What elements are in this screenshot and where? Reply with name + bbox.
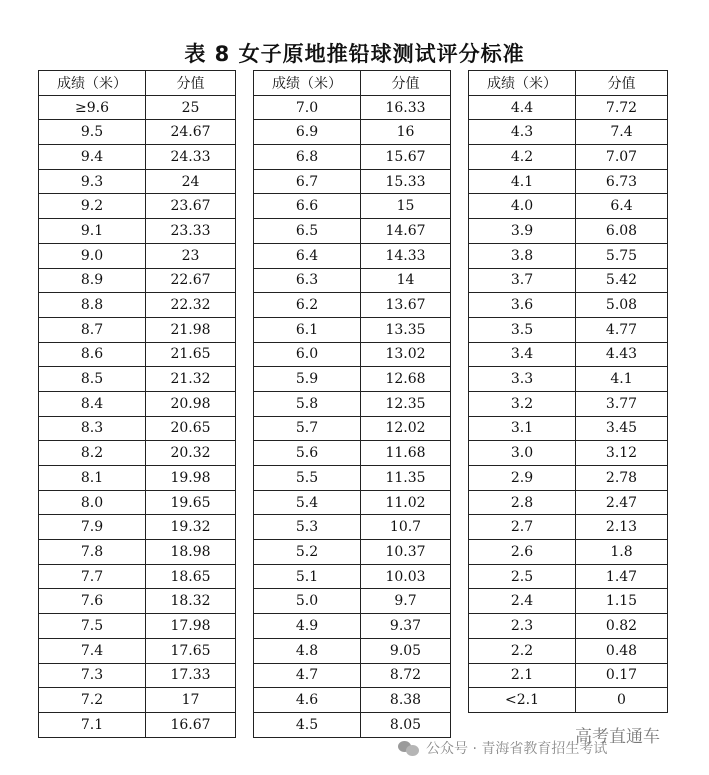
score-cell: 9.4 [39, 145, 146, 170]
points-header: 分值 [576, 71, 668, 96]
score-cell: 8.2 [39, 441, 146, 466]
points-cell: 14 [361, 268, 451, 293]
points-cell: 13.02 [361, 342, 451, 367]
table-row [254, 589, 451, 614]
score-cell: 6.0 [254, 342, 361, 367]
score-cell: 8.7 [39, 317, 146, 342]
score-cell: 7.8 [39, 540, 146, 565]
score-cell: 7.9 [39, 515, 146, 540]
score-cell: 2.3 [469, 614, 576, 639]
table-row [254, 564, 451, 589]
points-cell: 13.67 [361, 293, 451, 318]
table-row [39, 391, 236, 416]
points-cell: 8.05 [361, 712, 451, 737]
points-cell: 3.12 [576, 441, 668, 466]
brand-label: 高考直通车 [575, 727, 660, 747]
table-row [254, 515, 451, 540]
points-cell: 21.98 [146, 317, 236, 342]
table-row [254, 145, 451, 170]
points-cell: 7.72 [576, 95, 668, 120]
score-cell: 4.2 [469, 145, 576, 170]
table-row [39, 194, 236, 219]
score-cell: 8.0 [39, 490, 146, 515]
points-cell: 21.65 [146, 342, 236, 367]
score-cell: 6.2 [254, 293, 361, 318]
score-cell: 8.4 [39, 391, 146, 416]
table-row [254, 293, 451, 318]
table-row [469, 515, 668, 540]
table-row [469, 638, 668, 663]
table-row [469, 416, 668, 441]
table-row [39, 243, 236, 268]
score-cell: 5.0 [254, 589, 361, 614]
score-table-2 [253, 70, 451, 738]
table-row [39, 95, 236, 120]
table-row [469, 120, 668, 145]
table-row [254, 688, 451, 713]
table-row [254, 317, 451, 342]
points-cell: 1.8 [576, 540, 668, 565]
table-row [39, 293, 236, 318]
table-row [469, 243, 668, 268]
points-cell: 20.65 [146, 416, 236, 441]
score-cell: 8.9 [39, 268, 146, 293]
points-cell: 0.17 [576, 663, 668, 688]
points-cell: 2.13 [576, 515, 668, 540]
table-row [469, 564, 668, 589]
table-row [469, 219, 668, 244]
score-cell: 5.9 [254, 367, 361, 392]
points-cell: 23.33 [146, 219, 236, 244]
score-header: 成绩（米） [469, 71, 576, 96]
points-cell: 9.37 [361, 614, 451, 639]
points-cell: 12.68 [361, 367, 451, 392]
score-cell: 5.7 [254, 416, 361, 441]
score-cell: 6.4 [254, 243, 361, 268]
table-row [469, 688, 668, 713]
table-row [39, 120, 236, 145]
points-cell: 1.47 [576, 564, 668, 589]
score-cell: 3.9 [469, 219, 576, 244]
table-row [469, 145, 668, 170]
score-cell: 5.3 [254, 515, 361, 540]
score-cell: 4.7 [254, 663, 361, 688]
table-row [39, 688, 236, 713]
table-row [39, 712, 236, 737]
points-cell: 13.35 [361, 317, 451, 342]
points-cell: 19.98 [146, 466, 236, 491]
table-row [469, 490, 668, 515]
score-cell: 7.5 [39, 614, 146, 639]
score-cell: <2.1 [469, 688, 576, 713]
score-cell: 2.9 [469, 466, 576, 491]
points-cell: 6.08 [576, 219, 668, 244]
points-cell: 2.78 [576, 466, 668, 491]
points-cell: 15 [361, 194, 451, 219]
table-row [254, 169, 451, 194]
points-cell: 16 [361, 120, 451, 145]
table-row [39, 466, 236, 491]
score-cell: 3.4 [469, 342, 576, 367]
points-cell: 23.67 [146, 194, 236, 219]
points-cell: 12.02 [361, 416, 451, 441]
score-cell: 7.7 [39, 564, 146, 589]
points-cell: 10.03 [361, 564, 451, 589]
points-cell: 25 [146, 95, 236, 120]
table-row [469, 194, 668, 219]
points-cell: 8.72 [361, 663, 451, 688]
table-row [39, 564, 236, 589]
table-row [254, 416, 451, 441]
table-row [469, 663, 668, 688]
score-cell: 9.5 [39, 120, 146, 145]
score-cell: 2.2 [469, 638, 576, 663]
score-cell: 6.5 [254, 219, 361, 244]
table-row [39, 219, 236, 244]
table-row [469, 441, 668, 466]
table-row [469, 614, 668, 639]
score-cell: 6.7 [254, 169, 361, 194]
points-cell: 4.43 [576, 342, 668, 367]
points-cell: 9.7 [361, 589, 451, 614]
table-row [39, 268, 236, 293]
table-row [39, 490, 236, 515]
table-row [469, 540, 668, 565]
table-row [469, 169, 668, 194]
table-row [254, 540, 451, 565]
wechat-icon [398, 740, 420, 756]
score-cell: 7.6 [39, 589, 146, 614]
points-cell: 15.67 [361, 145, 451, 170]
points-cell: 2.47 [576, 490, 668, 515]
points-cell: 11.68 [361, 441, 451, 466]
points-cell: 10.7 [361, 515, 451, 540]
score-cell: 5.2 [254, 540, 361, 565]
points-cell: 19.32 [146, 515, 236, 540]
points-cell: 24.67 [146, 120, 236, 145]
table-row [254, 194, 451, 219]
points-cell: 18.65 [146, 564, 236, 589]
score-cell: 3.8 [469, 243, 576, 268]
score-cell: 4.5 [254, 712, 361, 737]
score-cell: 5.8 [254, 391, 361, 416]
points-cell: 3.77 [576, 391, 668, 416]
points-cell: 1.15 [576, 589, 668, 614]
score-cell: 9.1 [39, 219, 146, 244]
header-row [39, 71, 236, 96]
points-cell: 6.4 [576, 194, 668, 219]
points-cell: 16.33 [361, 95, 451, 120]
table-row [469, 268, 668, 293]
points-cell: 12.35 [361, 391, 451, 416]
points-cell: 24 [146, 169, 236, 194]
table-row [39, 416, 236, 441]
table-row [254, 614, 451, 639]
points-cell: 0.48 [576, 638, 668, 663]
points-cell: 7.4 [576, 120, 668, 145]
table-row [39, 540, 236, 565]
points-cell: 5.08 [576, 293, 668, 318]
points-cell: 18.32 [146, 589, 236, 614]
points-cell: 24.33 [146, 145, 236, 170]
score-cell: 8.3 [39, 416, 146, 441]
watermark-text: 公众号 · 青海省教育招生考试 [426, 741, 608, 757]
table-row [469, 317, 668, 342]
score-cell: 7.0 [254, 95, 361, 120]
score-cell: 6.1 [254, 317, 361, 342]
score-cell: 8.8 [39, 293, 146, 318]
points-cell: 19.65 [146, 490, 236, 515]
points-cell: 17 [146, 688, 236, 713]
table-row [254, 268, 451, 293]
table-title: 表 8 女子原地推铅球测试评分标准 [184, 42, 525, 66]
header-row [254, 71, 451, 96]
points-cell: 6.73 [576, 169, 668, 194]
table-row [469, 367, 668, 392]
table-row [469, 95, 668, 120]
table-row [254, 663, 451, 688]
score-cell: 7.1 [39, 712, 146, 737]
points-cell: 4.1 [576, 367, 668, 392]
table-row [254, 712, 451, 737]
points-cell: 9.05 [361, 638, 451, 663]
table-row [39, 515, 236, 540]
table-row [469, 589, 668, 614]
table-row [254, 243, 451, 268]
table-row [469, 466, 668, 491]
score-cell: ≥9.6 [39, 95, 146, 120]
score-cell: 5.4 [254, 490, 361, 515]
points-cell: 14.67 [361, 219, 451, 244]
points-cell: 0 [576, 688, 668, 713]
points-cell: 18.98 [146, 540, 236, 565]
score-cell: 4.9 [254, 614, 361, 639]
score-cell: 4.4 [469, 95, 576, 120]
table-row [254, 441, 451, 466]
table-row [254, 219, 451, 244]
points-cell: 7.07 [576, 145, 668, 170]
table-row [469, 293, 668, 318]
score-cell: 3.3 [469, 367, 576, 392]
score-cell: 9.3 [39, 169, 146, 194]
points-cell: 22.32 [146, 293, 236, 318]
table-row [469, 391, 668, 416]
score-cell: 8.5 [39, 367, 146, 392]
score-cell: 6.6 [254, 194, 361, 219]
score-cell: 3.5 [469, 317, 576, 342]
table-row [469, 342, 668, 367]
score-cell: 8.1 [39, 466, 146, 491]
points-cell: 5.75 [576, 243, 668, 268]
table-row [39, 342, 236, 367]
header-row [469, 71, 668, 96]
score-header: 成绩（米） [254, 71, 361, 96]
points-cell: 11.35 [361, 466, 451, 491]
table-row [39, 169, 236, 194]
score-cell: 3.1 [469, 416, 576, 441]
score-cell: 4.6 [254, 688, 361, 713]
score-cell: 6.8 [254, 145, 361, 170]
table-row [39, 317, 236, 342]
table-row [254, 367, 451, 392]
score-cell: 2.5 [469, 564, 576, 589]
table-row [39, 441, 236, 466]
score-cell: 5.5 [254, 466, 361, 491]
score-cell: 7.3 [39, 663, 146, 688]
points-cell: 14.33 [361, 243, 451, 268]
score-table-3 [468, 70, 668, 713]
table-row [254, 120, 451, 145]
score-cell: 2.4 [469, 589, 576, 614]
score-cell: 7.4 [39, 638, 146, 663]
score-cell: 4.0 [469, 194, 576, 219]
points-cell: 17.98 [146, 614, 236, 639]
score-cell: 2.1 [469, 663, 576, 688]
score-cell: 3.6 [469, 293, 576, 318]
score-cell: 9.2 [39, 194, 146, 219]
table-row [39, 145, 236, 170]
points-header: 分值 [361, 71, 451, 96]
watermark [398, 738, 607, 758]
score-cell: 4.3 [469, 120, 576, 145]
points-cell: 10.37 [361, 540, 451, 565]
score-cell: 4.1 [469, 169, 576, 194]
points-cell: 0.82 [576, 614, 668, 639]
score-cell: 2.8 [469, 490, 576, 515]
table-row [254, 391, 451, 416]
score-cell: 4.8 [254, 638, 361, 663]
points-cell: 20.32 [146, 441, 236, 466]
table-row [254, 95, 451, 120]
points-cell: 3.45 [576, 416, 668, 441]
score-cell: 3.0 [469, 441, 576, 466]
score-cell: 2.6 [469, 540, 576, 565]
score-cell: 5.1 [254, 564, 361, 589]
table-row [254, 638, 451, 663]
table-row [254, 342, 451, 367]
points-cell: 4.77 [576, 317, 668, 342]
table-row [254, 490, 451, 515]
points-header: 分值 [146, 71, 236, 96]
table-row [39, 638, 236, 663]
points-cell: 5.42 [576, 268, 668, 293]
points-cell: 11.02 [361, 490, 451, 515]
points-cell: 23 [146, 243, 236, 268]
points-cell: 8.38 [361, 688, 451, 713]
points-cell: 17.65 [146, 638, 236, 663]
points-cell: 15.33 [361, 169, 451, 194]
score-table-1 [38, 70, 236, 738]
table-row [39, 589, 236, 614]
score-cell: 3.7 [469, 268, 576, 293]
points-cell: 21.32 [146, 367, 236, 392]
score-cell: 7.2 [39, 688, 146, 713]
score-cell: 6.9 [254, 120, 361, 145]
score-cell: 3.2 [469, 391, 576, 416]
points-cell: 17.33 [146, 663, 236, 688]
score-cell: 5.6 [254, 441, 361, 466]
score-cell: 6.3 [254, 268, 361, 293]
points-cell: 20.98 [146, 391, 236, 416]
points-cell: 22.67 [146, 268, 236, 293]
table-row [39, 614, 236, 639]
score-cell: 8.6 [39, 342, 146, 367]
points-cell: 16.67 [146, 712, 236, 737]
score-cell: 9.0 [39, 243, 146, 268]
table-row [39, 367, 236, 392]
table-row [254, 466, 451, 491]
table-row [39, 663, 236, 688]
score-cell: 2.7 [469, 515, 576, 540]
score-header: 成绩（米） [39, 71, 146, 96]
